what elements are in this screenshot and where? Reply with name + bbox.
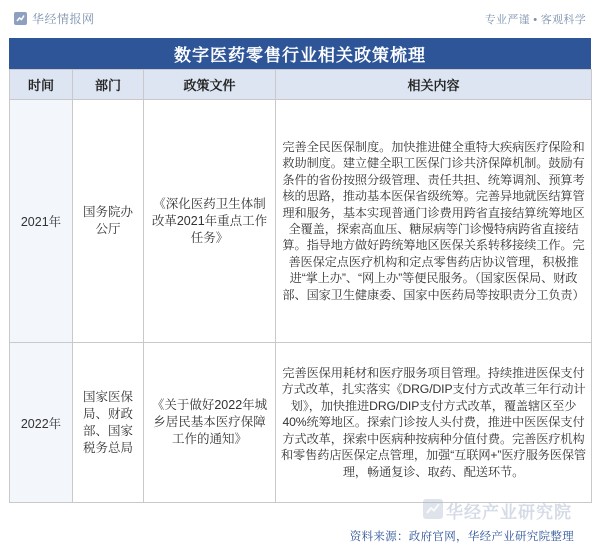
column-header-content: 相关内容 (276, 70, 592, 100)
cell-content: 完善全民医保制度。加快推进健全重特大疾病医疗保险和救助制度。建立健全职工医保门诊共济保障机制。鼓励有条件的省份按照分级管理、责任共担、统筹调剂、预算考核的思路，推动基本医保省级统筹。完善异地就医结算管理和服务，基本实现普通门诊费用跨省直接结算统筹地区全覆盖，探索高血压、糖尿病等门诊慢特病跨省直接结算。指导地方做好跨统筹地区医保关系转移接续工作。完善医保定点医疗机构和定点零售药店协议管理，积极推进“掌上办”、“网上办”等便民服务。（国家医保局、财政部、国家卫生健康委、国家中医药局等按职责分工负责） (276, 100, 592, 343)
cell-year: 2022年 (10, 343, 73, 503)
slogan: 专业严谨 • 客观科学 (484, 14, 586, 26)
cell-document (144, 343, 276, 503)
table-row (10, 343, 592, 503)
title-bar (9, 38, 591, 69)
document-text: 《深化医药卫生体制改革2021年重点工作任务》 (151, 196, 268, 245)
table-header-row (10, 70, 592, 100)
column-header-time: 时间 (10, 70, 73, 100)
top-bar (0, 0, 600, 34)
cell-department (73, 100, 144, 343)
cell-year: 2021年 (10, 100, 73, 343)
column-header-document: 政策文件 (144, 70, 276, 100)
column-header-department: 部门 (73, 70, 144, 100)
document-text: 《关于做好2022年城乡居民基本医疗保障工作的通知》 (151, 398, 268, 446)
logo-icon (14, 12, 27, 25)
cell-document (144, 100, 276, 343)
policy-table (9, 69, 592, 503)
logo-text: 华经情报网 (32, 12, 95, 26)
cell-department (73, 343, 144, 503)
department-text: 国家医保局、财政部、国家税务总局 (82, 389, 133, 455)
watermark-text: 华经产业研究院 (446, 503, 572, 522)
source-note: 资料来源：政府官网，华经产业研究院整理 (349, 531, 574, 543)
cell-content: 完善医保用耗材和医疗服务项目管理。持续推进医保支付方式改革，扎实落实《DRG/DIP支付方式改革三年行动计划》，加快推进DRG/DIP支付方式改革，覆盖辖区至少40%统筹地区。探索门诊按人头付费，推进中医医保支付方式改革，探索中医病种按病种分值付费。完善医疗机构和零售药店医保定点管理，加强“互联网+”医疗服务医保管理，畅通复诊、取药、配送环节。 (276, 343, 592, 503)
page-title: 数字医药零售行业相关政策梳理 (174, 46, 426, 65)
department-text: 国务院办公厅 (82, 205, 133, 236)
brand-logo[interactable] (14, 10, 95, 27)
table-row (10, 100, 592, 343)
